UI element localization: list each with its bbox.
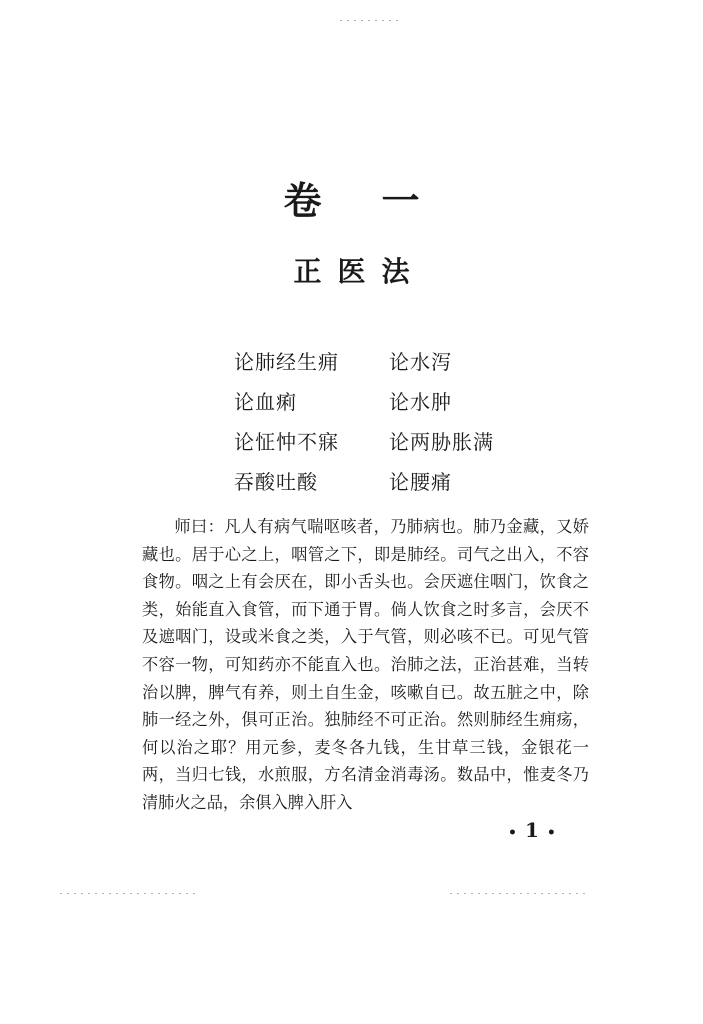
toc-row	[234, 420, 554, 460]
toc-item: 论水泻	[389, 349, 452, 374]
toc-item: 论血痢	[234, 389, 297, 414]
body-text	[142, 513, 589, 817]
scan-artifact-bottom	[60, 893, 200, 894]
toc-row	[234, 380, 554, 420]
page-number	[500, 818, 564, 842]
volume-title: 卷一	[283, 178, 480, 223]
bullet-icon: •	[546, 825, 556, 841]
toc-item: 论腰痛	[389, 469, 452, 494]
toc-row	[234, 460, 554, 500]
body-paragraph: 师曰：凡人有病气喘呕咳者，乃肺病也。肺乃金藏，又娇藏也。居于心之上，咽管之下，即是肺经。司气之出入，不容食物。咽之上有会厌在，即小舌头也。会厌遮住咽门，饮食之类，始能直入食管，而下通于胃。倘人饮食之时多言，会厌不及遮咽门，设或米食之类，入于气管，则必咳不已。可见气管不容一物，可知药亦不能直入也。治肺之法，正治甚难，当转治以脾，脾气有养，则土自生金，咳嗽自已。故五脏之中，除肺一经之外，俱可正治。独肺经不可正治。然则肺经生痈疡，何以治之耶？用元参，麦冬各九钱，生甘草三钱，金银花一两，当归七钱，水煎服，方名清金消毒汤。数品中，惟麦冬乃清肺火之品，余俱入脾入肝入	[142, 517, 589, 812]
toc-item: 论两胁胀满	[389, 429, 494, 454]
toc-row	[234, 340, 554, 380]
bullet-icon: •	[508, 825, 517, 841]
toc-item: 论怔忡不寐	[234, 429, 339, 454]
toc-item: 论肺经生痈	[234, 349, 339, 374]
section-title: 正医法	[293, 255, 426, 288]
toc-item: 吞酸吐酸	[234, 469, 318, 494]
toc-item: 论水肿	[389, 389, 452, 414]
table-of-contents	[234, 340, 554, 500]
page-number-value: 1	[524, 818, 539, 842]
scan-artifact-top	[340, 20, 400, 21]
scan-artifact-bottom	[450, 893, 590, 894]
